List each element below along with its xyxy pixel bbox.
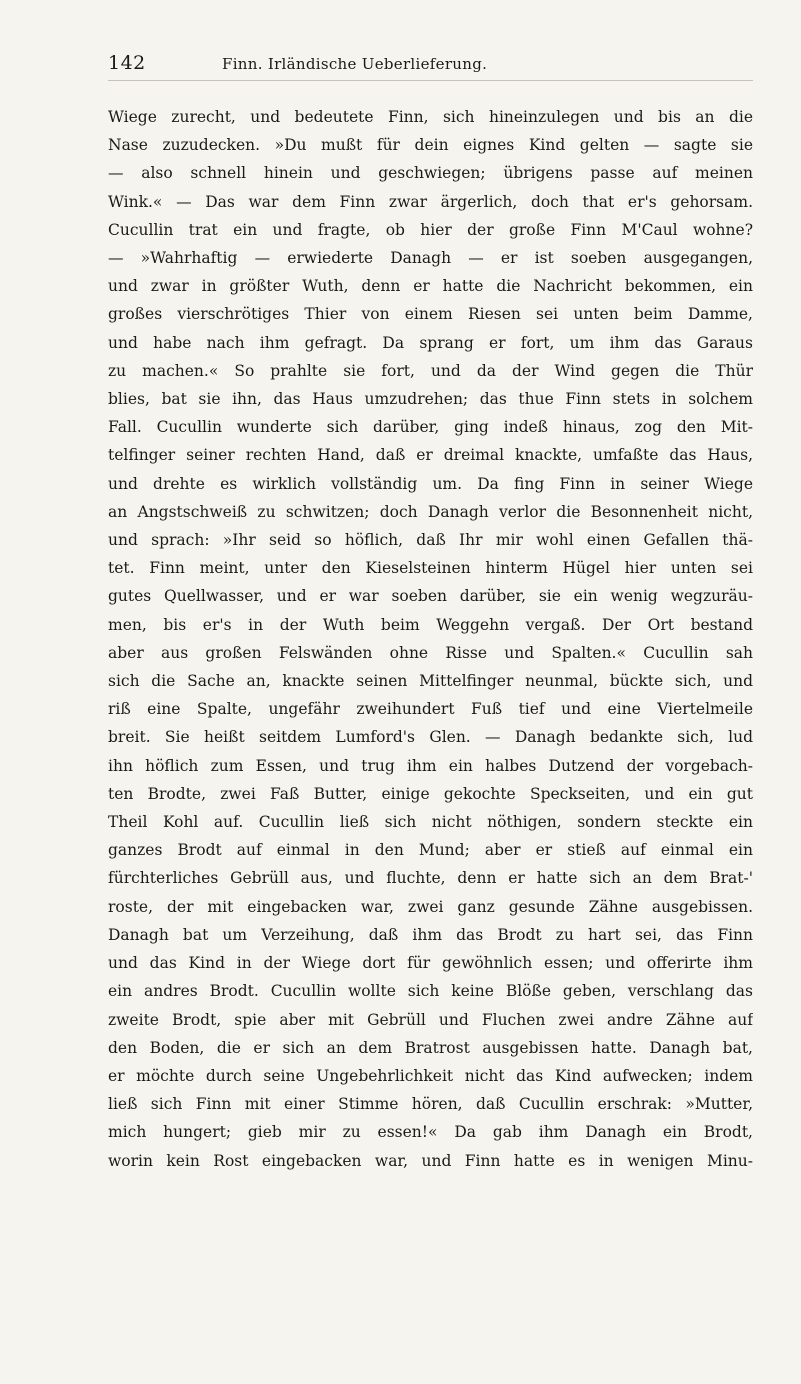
- text-line: er möchte durch seine Ungebehrlichkeit nicht das Kind aufwecken; indem: [108, 1066, 753, 1085]
- text-line: riß eine Spalte, ungefähr zweihundert Fuß tief und eine Viertelmeile: [108, 700, 753, 719]
- text-line: sich die Sache an, knackte seinen Mittelfinger neunmal, bückte sich, und: [108, 672, 753, 691]
- text-line: zweite Brodt, spie aber mit Gebrüll und Fluchen zwei andre Zähne auf: [108, 1010, 753, 1029]
- text-line: worin kein Rost eingebacken war, und Finn hatte es in wenigen Minu-: [108, 1151, 753, 1170]
- page-header: [108, 52, 753, 81]
- text-line: und das Kind in der Wiege dort für gewöhnlich essen; und offerirte ihm: [108, 954, 753, 973]
- text-line: den Boden, die er sich an dem Bratrost ausgebissen hatte. Danagh bat,: [108, 1038, 753, 1057]
- text-line: und habe nach ihm gefragt. Da sprang er fort, um ihm das Garaus: [108, 333, 753, 352]
- page-number: 142: [108, 52, 146, 74]
- text-line: blies, bat sie ihn, das Haus umzudrehen; das thue Finn stets in solchem: [108, 390, 753, 409]
- text-line: — also schnell hinein und geschwiegen; übrigens passe auf meinen: [108, 164, 753, 183]
- running-head: Finn. Irländische Ueberlieferung.: [222, 55, 488, 73]
- text-line: großes vierschrötiges Thier von einem Riesen sei unten beim Damme,: [108, 305, 753, 324]
- text-line: und sprach: »Ihr seid so höflich, daß Ihr mir wohl einen Gefallen thä-: [108, 531, 753, 550]
- body-text: [108, 103, 753, 1175]
- text-line: Fall. Cucullin wunderte sich darüber, ging indeß hinaus, zog den Mit-: [108, 418, 753, 437]
- text-line: Theil Kohl auf. Cucullin ließ sich nicht nöthigen, sondern steckte ein: [108, 813, 753, 832]
- text-line: aber aus großen Felswänden ohne Risse und Spalten.« Cucullin sah: [108, 643, 753, 662]
- text-line: ließ sich Finn mit einer Stimme hören, daß Cucullin erschrak: »Mutter,: [108, 1095, 753, 1114]
- text-line: ten Brodte, zwei Faß Butter, einige gekochte Speckseiten, und ein gut: [108, 784, 753, 803]
- text-line: und drehte es wirklich vollständig um. Da fing Finn in seiner Wiege: [108, 474, 753, 493]
- text-line: Wink.« — Das war dem Finn zwar ärgerlich, doch that er's gehorsam.: [108, 192, 753, 211]
- text-line: Cucullin trat ein und fragte, ob hier der große Finn M'Caul wohne?: [108, 220, 753, 239]
- text-line: breit. Sie heißt seitdem Lumford's Glen. — Danagh bedankte sich, lud: [108, 728, 753, 747]
- text-line: — »Wahrhaftig — erwiederte Danagh — er ist soeben ausgegangen,: [108, 249, 753, 268]
- text-line: roste, der mit eingebacken war, zwei ganz gesunde Zähne ausgebissen.: [108, 897, 753, 916]
- text-line: Danagh bat um Verzeihung, daß ihm das Brodt zu hart sei, das Finn: [108, 925, 753, 944]
- text-line: an Angstschweiß zu schwitzen; doch Danagh verlor die Besonnenheit nicht,: [108, 502, 753, 521]
- text-line: und zwar in größter Wuth, denn er hatte die Nachricht bekommen, ein: [108, 277, 753, 296]
- text-line: telfinger seiner rechten Hand, daß er dreimal knackte, umfaßte das Haus,: [108, 446, 753, 465]
- text-line: men, bis er's in der Wuth beim Weggehn vergaß. Der Ort bestand: [108, 615, 753, 634]
- text-line: ein andres Brodt. Cucullin wollte sich keine Blöße geben, verschlang das: [108, 982, 753, 1001]
- text-line: tet. Finn meint, unter den Kieselsteinen hinterm Hügel hier unten sei: [108, 559, 753, 578]
- text-line: gutes Quellwasser, und er war soeben darüber, sie ein wenig wegzuräu-: [108, 587, 753, 606]
- text-line: Nase zuzudecken. »Du mußt für dein eignes Kind gelten — sagte sie: [108, 136, 753, 155]
- text-line: ganzes Brodt auf einmal in den Mund; aber er stieß auf einmal ein: [108, 841, 753, 860]
- text-line: mich hungert; gieb mir zu essen!« Da gab ihm Danagh ein Brodt,: [108, 1123, 753, 1142]
- text-line: ihn höflich zum Essen, und trug ihm ein halbes Dutzend der vorgebach-: [108, 756, 753, 775]
- text-line: fürchterliches Gebrüll aus, und fluchte, denn er hatte sich an dem Brat-': [108, 869, 753, 888]
- text-line: zu machen.« So prahlte sie fort, und da der Wind gegen die Thür: [108, 361, 753, 380]
- text-line: Wiege zurecht, und bedeutete Finn, sich hineinzulegen und bis an die: [108, 108, 753, 126]
